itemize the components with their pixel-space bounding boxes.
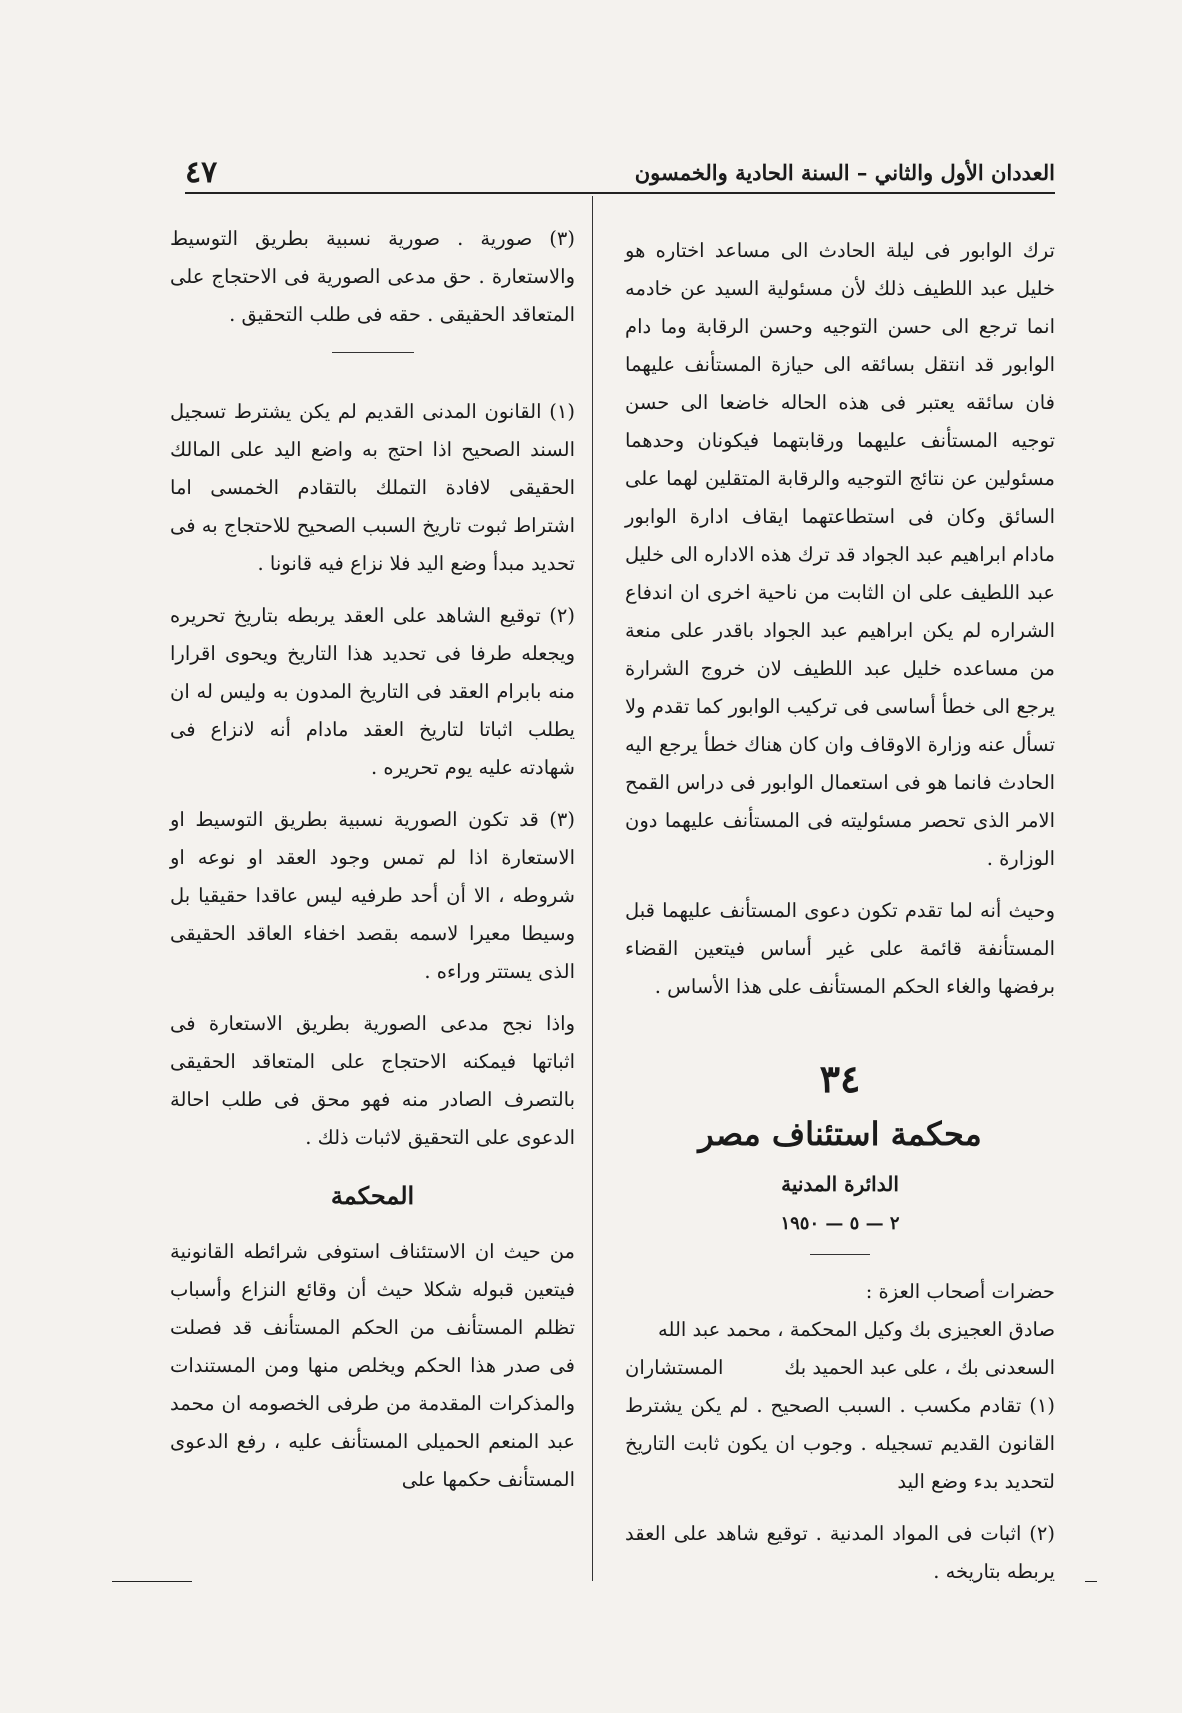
headnotes-separator [332,352,414,353]
principle-3: (٣) قد تكون الصورية نسبية بطريق التوسيط او الاستعارة اذا لم تمس وجود العقد او نوعه او شروطه ، الا أن أحد طرفيه ليس عاقدا حقيقيا بل وسيطا معيرا لاسمه بقصد اخفاء العاقد الحقيقى الذى يستتر وراءه . [170,808,575,983]
panel-judges-line2 [625,1349,1055,1387]
headnote-3: (٣) صورية . صورية نسبية بطريق التوسيط والاستعارة . حق مدعى الصورية فى الاحتجاج على المتعاقد الحقيقى . حقه فى طلب التحقيق . [170,227,575,326]
right-column [625,232,1055,1605]
principle-1: (١) القانون المدنى القديم لم يكن يشترط تسجيل السند الصحيح اذا احتج به واضع اليد على المالك الحقيقى لافادة التملك بالتقادم الخمسى اما اشتراط ثبوت تاريخ السبب الصحيح للاحتجاج به فى تحديد مبدأ وضع اليد فلا نزاع فيه قانونا . [170,400,575,575]
ruling-heading: المحكمة [330,1181,415,1210]
date-separator [810,1254,870,1255]
judgment-paragraph: ترك الوابور فى ليلة الحادث الى مساعد اختاره هو خليل عبد اللطيف ذلك لأن مسئولية السيد عن خادمه انما ترجع الى حسن التوجيه وحسن الرقابة وما دام الوابور قد انتقل بسائقه الى حيازة المستأنف عليهما فان سائقه يعتبر فى هذه الحاله خاضعا الى حسن توجيه المستأنف عليهما ورقابتهما فيكونان وحدهما مسئولين عن نتائج التوجيه والرقابة المتقلين لهما على السائق وكان فى استطاعتهما ايقاف ادارة الوابور مادام ابراهيم عبد الجواد قد ترك هذه الاداره الى خليل عبد اللطيف على ان الثابت من ناحية اخرى ان اندفاع الشراره لم يكن ابراهيم عبد الجواد باقدر على منعة من مساعده خليل عبد اللطيف لان خروج الشرارة يرجع الى خطأ أساسى فى تركيب الوابور كما تقدم ولا تسأل عنه وزارة الاوقاف وان كان هناك خطأ يرجع اليه الحادث فانما هو فى استعمال الوابور فى دراس القمح الامر الذى تحصر مسئوليته فى المستأنف عليهما دون الوزارة . [625,239,1055,870]
page-header [185,152,1055,192]
left-column [170,220,575,1513]
panel-judges-line1: صادق العجيزى بك وكيل المحكمة ، محمد عبد الله [658,1318,1055,1341]
header-rule [185,192,1055,194]
footer-rule-right [1085,1581,1097,1582]
panel-judges-names: السعدنى بك ، على عبد الحميد بك [784,1356,1055,1379]
panel-judges-title: المستشاران [625,1356,724,1379]
headnote-2: (٢) اثبات فى المواد المدنية . توقيع شاهد على العقد يربطه بتاريخه . [625,1522,1055,1583]
case-number: ٣٤ [819,1056,861,1101]
court-name: محكمة استئناف مصر [698,1115,982,1153]
footer-rule-left [112,1581,192,1582]
panel-intro: حضرات أصحاب العزة : [865,1280,1055,1303]
ruling-text: من حيث ان الاستئناف استوفى شرائطه القانونية فيتعين قبوله شكلا حيث أن وقائع النزاع وأسباب تظلم المستأنف من الحكم المستأنف قد فصلت فى صدر هذا الحكم ويخلص منها ومن المستندات والمذكرات المقدمة من طرفى الخصومه ان محمد عبد المنعم الحميلى المستأنف عليه ، رفع الدعوى المستأنف حكمها على [170,1240,575,1491]
principle-2: (٢) توقيع الشاهد على العقد يربطه بتاريخ تحريره ويجعله طرفا فى تحديد هذا التاريخ ويحوى اقرارا منه بابرام العقد فى التاريخ المدون به وليس له ان يطلب اثباتا لتاريخ العقد مادام أنه لانزاع فى شهادته عليه يوم تحريره . [170,604,575,779]
journal-issue-title: العددان الأول والثاني – السنة الحادية والخمسون [634,159,1055,185]
circuit-name: الدائرة المدنية [781,1172,899,1196]
page-number: ٤٧ [185,154,218,190]
judgment-conclusion: وحيث أنه لما تقدم تكون دعوى المستأنف عليهما قبل المستأنفة قائمة على غير أساس فيتعين القضاء برفضها والغاء الحكم المستأنف على هذا الأساس . [625,899,1055,998]
column-divider [592,196,593,1581]
judges-panel [625,1273,1055,1387]
headnote-1: (١) تقادم مكسب . السبب الصحيح . لم يكن يشترط القانون القديم تسجيله . وجوب ان يكون ثابت التاريخ لتحديد بدء وضع اليد [625,1394,1055,1493]
ruling-date: ٢ — ٥ — ١٩٥٠ [780,1213,900,1234]
principle-4: واذا نجح مدعى الصورية بطريق الاستعارة فى اثباتها فيمكنه الاحتجاج على المتعاقد الحقيقى بالتصرف الصادر منه فهو محق فى طلب احالة الدعوى على التحقيق لاثبات ذلك . [170,1012,575,1149]
